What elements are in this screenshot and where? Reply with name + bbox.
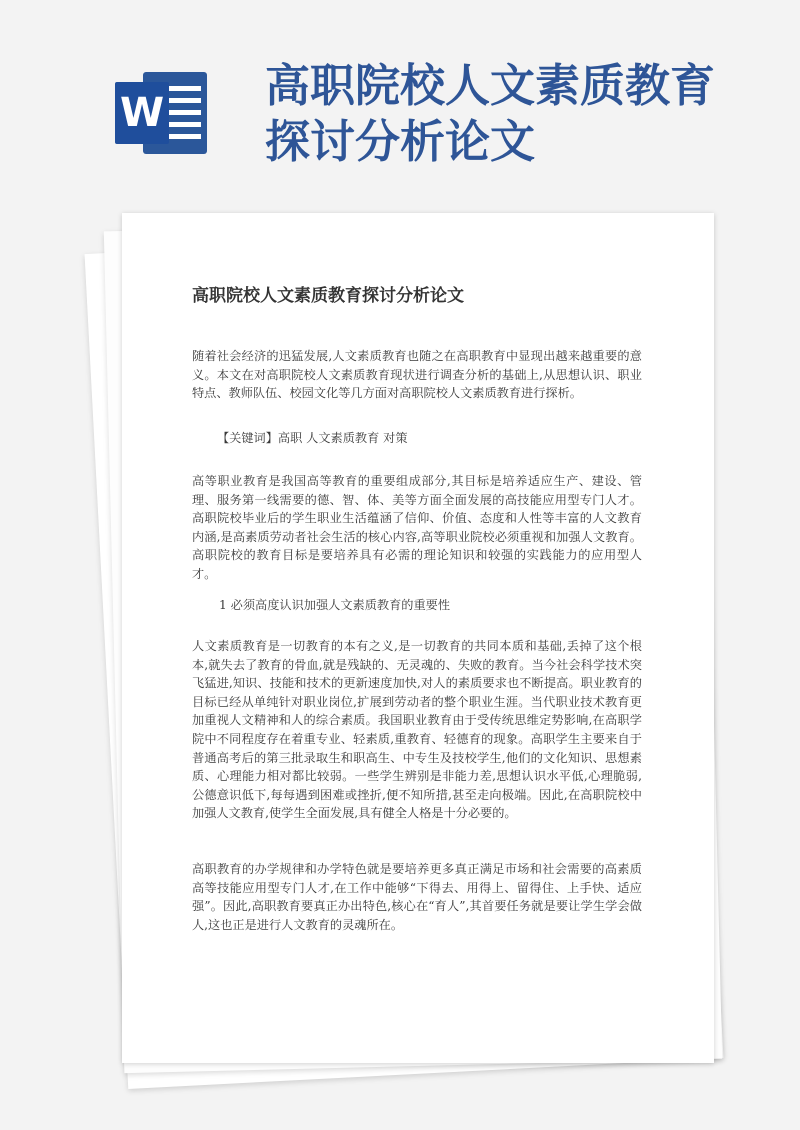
- keywords-line: 【关键词】高职 人文素质教育 对策: [217, 431, 408, 445]
- banner-title-line-1: 高职院校人文素质教育: [265, 59, 716, 112]
- body-paragraph: 人文素质教育是一切教育的本有之义,是一切教育的共同本质和基础,丢掉了这个根本,就失去了教育的骨血,就是残缺的、无灵魂的、失败的教育。当今社会科学技术突飞猛进,知识、技能和技术的更新速度加快,对人的素质要求也不断提高。职业教育的目标已经从单纯针对职业岗位,扩展到劳动者的整个职业生涯。当代职业技术教育更加重视人文精神和人的综合素质。我国职业教育由于受传统思维定势影响,在高职学院中不同程度存在着重专业、轻素质,重教育、轻德育的现象。高职学生主要来自于普通高考后的第三批录取生和职高生、中专生及技校学生,他们的文化知识、思想素质、心理能力相对都比较弱。一些学生辨别是非能力差,思想认识水平低,心理脆弱,公德意识低下,每每遇到困难或挫折,便不知所措,甚至走向极端。因此,在高职院校中加强人文教育,使学生全面发展,具有健全人格是十分必要的。: [192, 639, 642, 821]
- body-paragraph: 高职教育的办学规律和办学特色就是要培养更多真正满足市场和社会需要的高素质高等技能应用型专门人才,在工作中能够“下得去、用得上、留得住、上手快、适应强”。因此,高职教育要真正办出特色,核心在“育人”,其首要任务就是要让学生学会做人,这也正是进行人文教育的灵魂所在。: [192, 862, 642, 932]
- document-title: 高职院校人文素质教育探讨分析论文: [192, 286, 464, 306]
- abstract-paragraph: 随着社会经济的迅猛发展,人文素质教育也随之在高职教育中显现出越来越重要的意义。本文在对高职院校人文素质教育现状进行调查分析的基础上,从思想认识、职业特点、教师队伍、校园文化等几方面对高职院校人文素质教育进行探析。: [192, 349, 642, 401]
- banner-title-line-2: 探讨分析论文: [265, 115, 536, 168]
- section-heading: 1 必须高度认识加强人文素质教育的重要性: [219, 598, 451, 612]
- intro-paragraph: 高等职业教育是我国高等教育的重要组成部分,其目标是培养适应生产、建设、管理、服务第一线需要的德、智、体、美等方面全面发展的高技能应用型专门人才。高职院校毕业后的学生职业生活蕴涵了信仰、价值、态度和人性等丰富的人文教育内涵,是高素质劳动者社会生活的核心内容,高等职业院校必须重视和加强人文教育。高职院校的教育目标是要培养具有必需的理论知识和较强的实践能力的应用型人才。: [192, 474, 642, 581]
- word-icon-letter: W: [115, 82, 169, 144]
- front-sheet: [122, 213, 714, 1063]
